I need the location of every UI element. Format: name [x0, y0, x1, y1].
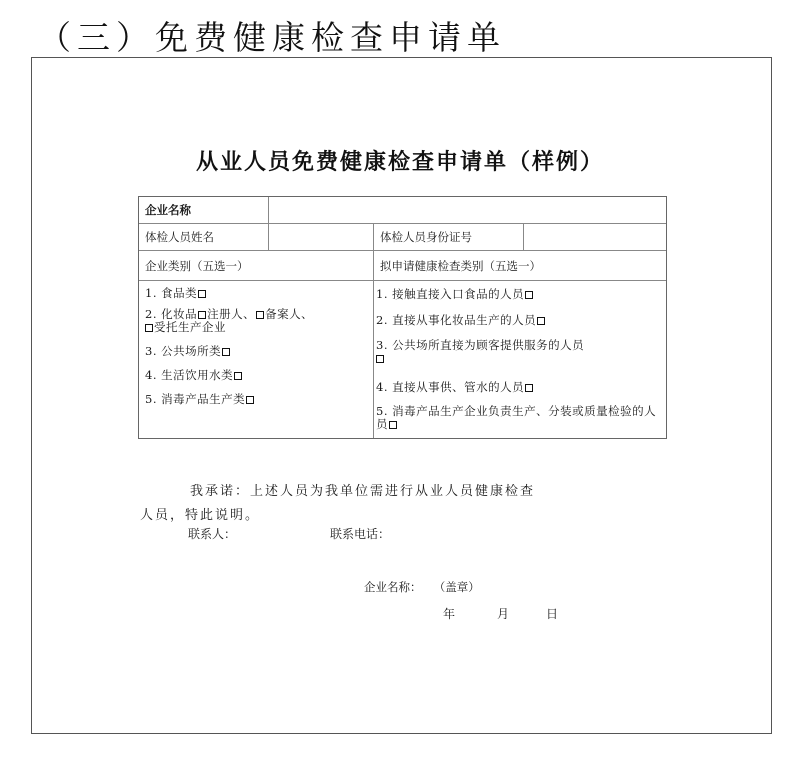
company-option-4[interactable]: 4. 生活饮用水类 — [145, 369, 380, 382]
company-option-3[interactable]: 3. 公共场所类 — [145, 345, 380, 358]
document-title: 从业人员免费健康检查申请单（样例） — [195, 149, 604, 175]
company-name-value[interactable] — [269, 197, 666, 223]
exam-option-2[interactable]: 2. 直接从事化妆品生产的人员 — [376, 314, 664, 327]
pledge-line-1: 我承诺：上述人员为我单位需进行从业人员健康检查 — [190, 484, 536, 499]
contact-person-label: 联系人： — [188, 527, 237, 541]
date-day: 日 — [546, 607, 559, 621]
date-year: 年 — [443, 607, 456, 621]
company-name-sign-label: 企业名称： — [364, 580, 422, 594]
company-option-2[interactable]: 2. 化妆品 注册人、 备案人、 受托生产企业 — [145, 307, 314, 334]
contact-phone-label: 联系电话： — [330, 527, 391, 541]
exam-option-1[interactable]: 1. 接触直接入口食品的人员 — [376, 288, 664, 301]
company-name-row — [139, 197, 666, 224]
exam-option-5[interactable]: 5. 消毒产品生产企业负责生产、分装或质量检验的人员 — [376, 404, 657, 431]
person-info-row — [139, 224, 666, 251]
category-options-area — [139, 281, 666, 438]
checkbox-icon — [376, 355, 384, 363]
application-form-table — [138, 196, 667, 439]
pledge-statement — [140, 480, 620, 528]
checkbox-icon — [525, 384, 533, 392]
company-category-options — [139, 281, 374, 438]
person-name-value[interactable] — [269, 224, 374, 250]
exam-category-label: 拟申请健康检查类别（五选一） — [380, 258, 541, 273]
exam-category-options — [374, 281, 666, 438]
company-option-1[interactable]: 1. 食品类 — [145, 287, 380, 300]
exam-option-4[interactable]: 4. 直接从事供、管水的人员 — [376, 381, 664, 394]
seal-label: （盖章） — [439, 580, 480, 594]
checkbox-icon — [198, 290, 206, 298]
checkbox-icon — [222, 348, 230, 356]
person-name-label: 体检人员姓名 — [139, 224, 269, 250]
checkbox-icon — [234, 372, 242, 380]
checkbox-icon — [525, 291, 533, 299]
checkbox-icon — [256, 311, 264, 319]
company-option-5[interactable]: 5. 消毒产品生产类 — [145, 393, 380, 406]
section-title: （三）免费健康检查申请单 — [38, 18, 506, 57]
pledge-line-2: 人员，特此说明。 — [140, 508, 261, 523]
checkbox-icon — [198, 311, 206, 319]
person-id-value[interactable] — [524, 224, 666, 250]
checkbox-icon — [145, 324, 153, 332]
checkbox-icon — [246, 396, 254, 404]
company-name-label: 企业名称 — [139, 197, 269, 223]
exam-option-3[interactable]: 3. 公共场所直接为顾客提供服务的人员 — [376, 339, 664, 365]
category-header-row — [139, 251, 666, 281]
person-id-label: 体检人员身份证号 — [374, 224, 524, 250]
date-month: 月 — [497, 607, 510, 621]
company-category-label: 企业类别（五选一） — [139, 251, 374, 280]
checkbox-icon — [537, 317, 545, 325]
company-seal-line — [364, 579, 480, 595]
checkbox-icon — [389, 421, 397, 429]
